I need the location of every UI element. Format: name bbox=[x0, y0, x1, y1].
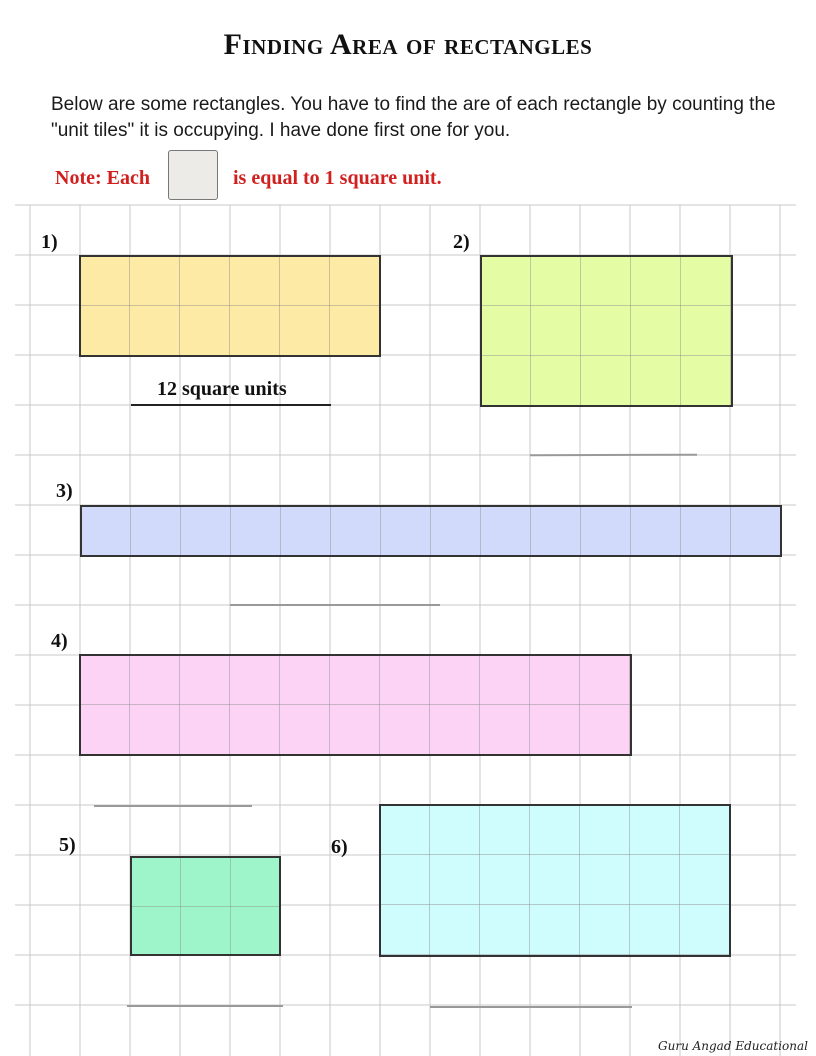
problem-4-label: 4) bbox=[51, 630, 68, 652]
rectangle-3 bbox=[80, 505, 782, 557]
answer-4-line[interactable] bbox=[94, 805, 252, 807]
problem-3-label: 3) bbox=[56, 480, 73, 502]
unit-tile-icon bbox=[168, 150, 218, 200]
rectangle-5 bbox=[130, 856, 281, 956]
problem-1-label: 1) bbox=[41, 231, 58, 253]
note-suffix: is equal to 1 square unit. bbox=[233, 167, 442, 189]
rectangle-2 bbox=[480, 255, 733, 407]
problem-5-label: 5) bbox=[59, 834, 76, 856]
rectangle-4 bbox=[79, 654, 632, 756]
instructions-text: Below are some rectangles. You have to find the are of each rectangle by counting the "unit tiles" it is occupying. I have done first one for you. bbox=[51, 94, 776, 141]
note-prefix: Note: Each bbox=[55, 167, 150, 189]
rectangle-6 bbox=[379, 804, 731, 957]
rectangle-1 bbox=[79, 255, 381, 357]
problem-6-label: 6) bbox=[331, 836, 348, 858]
answer-3-line[interactable] bbox=[230, 604, 440, 606]
problem-2-label: 2) bbox=[453, 231, 470, 253]
answer-2-line[interactable] bbox=[530, 454, 697, 457]
credit-text: Guru Angad Educational bbox=[658, 1039, 808, 1053]
answer-1-text: 12 square units bbox=[157, 378, 287, 400]
answer-1-line[interactable] bbox=[131, 404, 331, 406]
answer-6-line[interactable] bbox=[430, 1006, 632, 1008]
page-title: Finding Area of rectangles bbox=[223, 28, 593, 61]
answer-5-line[interactable] bbox=[127, 1005, 283, 1007]
